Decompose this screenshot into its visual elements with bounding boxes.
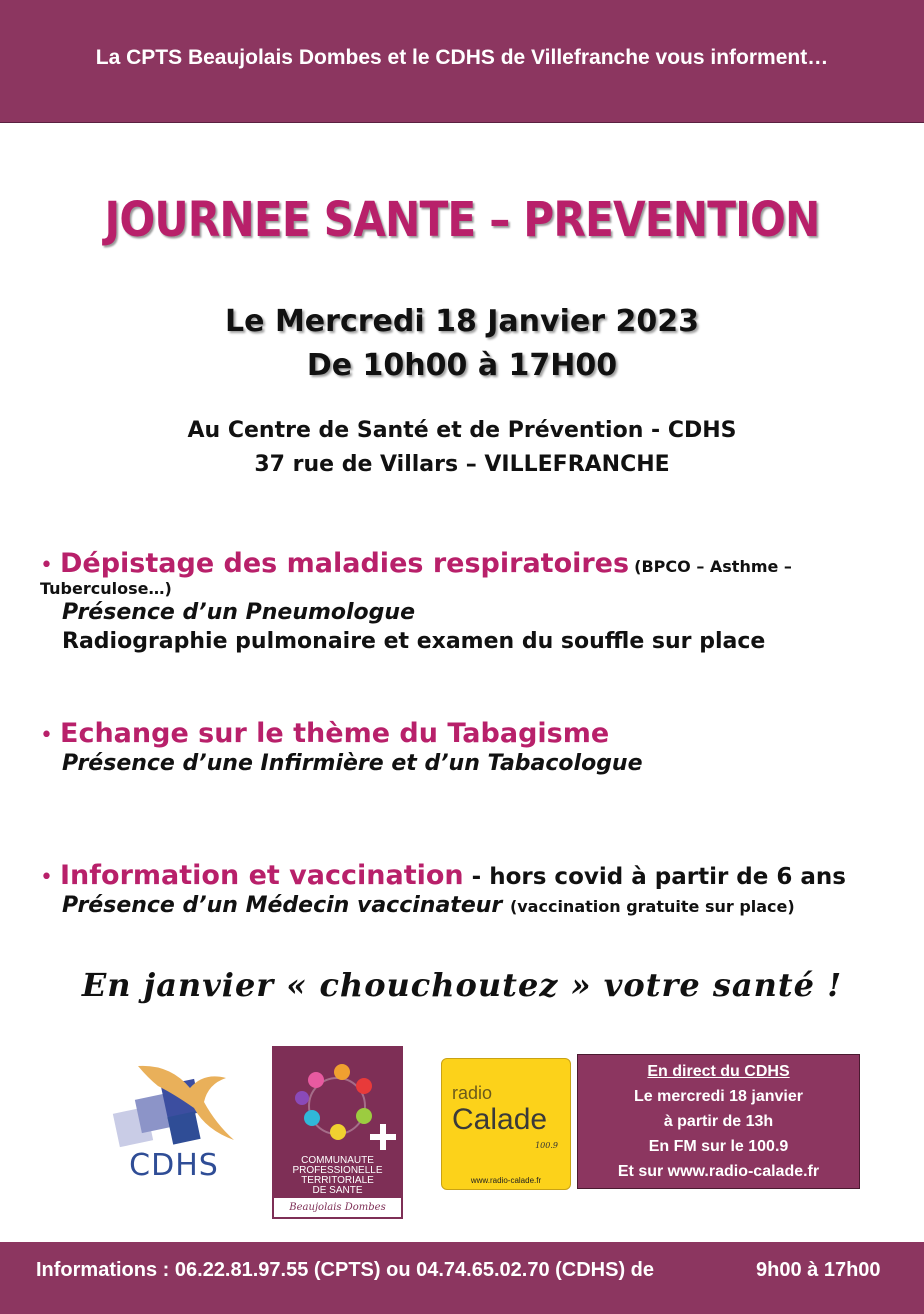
event-hours: De 10h00 à 17H00 bbox=[306, 348, 618, 383]
footer-contact: Informations : 06.22.81.97.55 (CPTS) ou 04.74.65.02.70 (CDHS) de bbox=[36, 1259, 655, 1281]
bullet-icon: • bbox=[40, 723, 53, 748]
radio-logo-url: www.radio-calade.fr bbox=[470, 1176, 542, 1185]
page-title: JOURNEE SANTE – PREVENTION bbox=[104, 192, 820, 248]
cpts-logo-line: DE SANTE bbox=[312, 1185, 363, 1196]
radio-logo-name: Calade bbox=[452, 1103, 548, 1136]
cpts-logo-text bbox=[272, 1156, 403, 1196]
list-item-tobacco bbox=[40, 718, 920, 776]
cpts-logo bbox=[272, 1046, 403, 1219]
cpts-logo-line: TERRITORIALE bbox=[301, 1175, 374, 1186]
item-detail: Radiographie pulmonaire et examen du souffle sur place bbox=[62, 629, 766, 654]
bullet-icon: • bbox=[40, 865, 53, 890]
cdhs-logo bbox=[108, 1058, 240, 1186]
bullet-icon: • bbox=[40, 553, 53, 578]
header-banner bbox=[0, 0, 924, 123]
item-note: (vaccination gratuite sur place) bbox=[509, 897, 795, 916]
header-text: La CPTS Beaujolais Dombes et le CDHS de Villefranche vous informent… bbox=[95, 46, 829, 69]
item-detail: Présence d’un Pneumologue bbox=[62, 600, 415, 625]
cpts-logo-line: PROFESSIONELLE bbox=[292, 1165, 383, 1176]
location-name: Au Centre de Santé et de Prévention - CDHS bbox=[187, 418, 737, 443]
radio-logo-frequency: 100.9 bbox=[535, 1141, 558, 1150]
cpts-logo-subtitle: Beaujolais Dombes bbox=[274, 1198, 401, 1217]
live-line: à partir de 13h bbox=[663, 1113, 774, 1130]
list-item-vaccination bbox=[40, 860, 920, 918]
item-detail: Présence d’une Infirmière et d’un Tabacologue bbox=[62, 751, 643, 776]
footer-hours: 9h00 à 17h00 bbox=[756, 1259, 881, 1281]
radio-calade-logo bbox=[441, 1058, 571, 1190]
radio-logo-word: radio bbox=[452, 1083, 493, 1103]
people-circle-icon bbox=[272, 1046, 403, 1156]
live-line: Le mercredi 18 janvier bbox=[634, 1088, 803, 1105]
cdhs-logo-text: CDHS bbox=[129, 1148, 219, 1183]
item-heading: Dépistage des maladies respiratoires bbox=[60, 548, 630, 579]
item-heading: Information et vaccination bbox=[60, 860, 464, 891]
item-heading: Echange sur le thème du Tabagisme bbox=[60, 718, 610, 749]
item-note: (BPCO – Asthme – Tuberculose…) bbox=[40, 557, 792, 598]
event-date: Le Mercredi 18 Janvier 2023 bbox=[225, 304, 699, 339]
location-address: 37 rue de Villars – VILLEFRANCHE bbox=[254, 452, 670, 477]
cpts-logo-line: COMMUNAUTE bbox=[301, 1155, 374, 1166]
footer-banner bbox=[0, 1242, 924, 1314]
bird-icon bbox=[108, 1058, 240, 1148]
live-title: En direct du CDHS bbox=[647, 1063, 790, 1080]
list-item-respiratory bbox=[40, 548, 920, 654]
slogan: En janvier « chouchoutez » votre santé ! bbox=[81, 966, 843, 1004]
item-detail: Présence d’un Médecin vaccinateur bbox=[62, 893, 503, 918]
item-heading-rest: - hors covid à partir de 6 ans bbox=[463, 864, 846, 890]
live-line: Et sur www.radio-calade.fr bbox=[617, 1163, 820, 1180]
live-line: En FM sur le 100.9 bbox=[648, 1138, 789, 1155]
live-broadcast-box bbox=[577, 1054, 860, 1189]
